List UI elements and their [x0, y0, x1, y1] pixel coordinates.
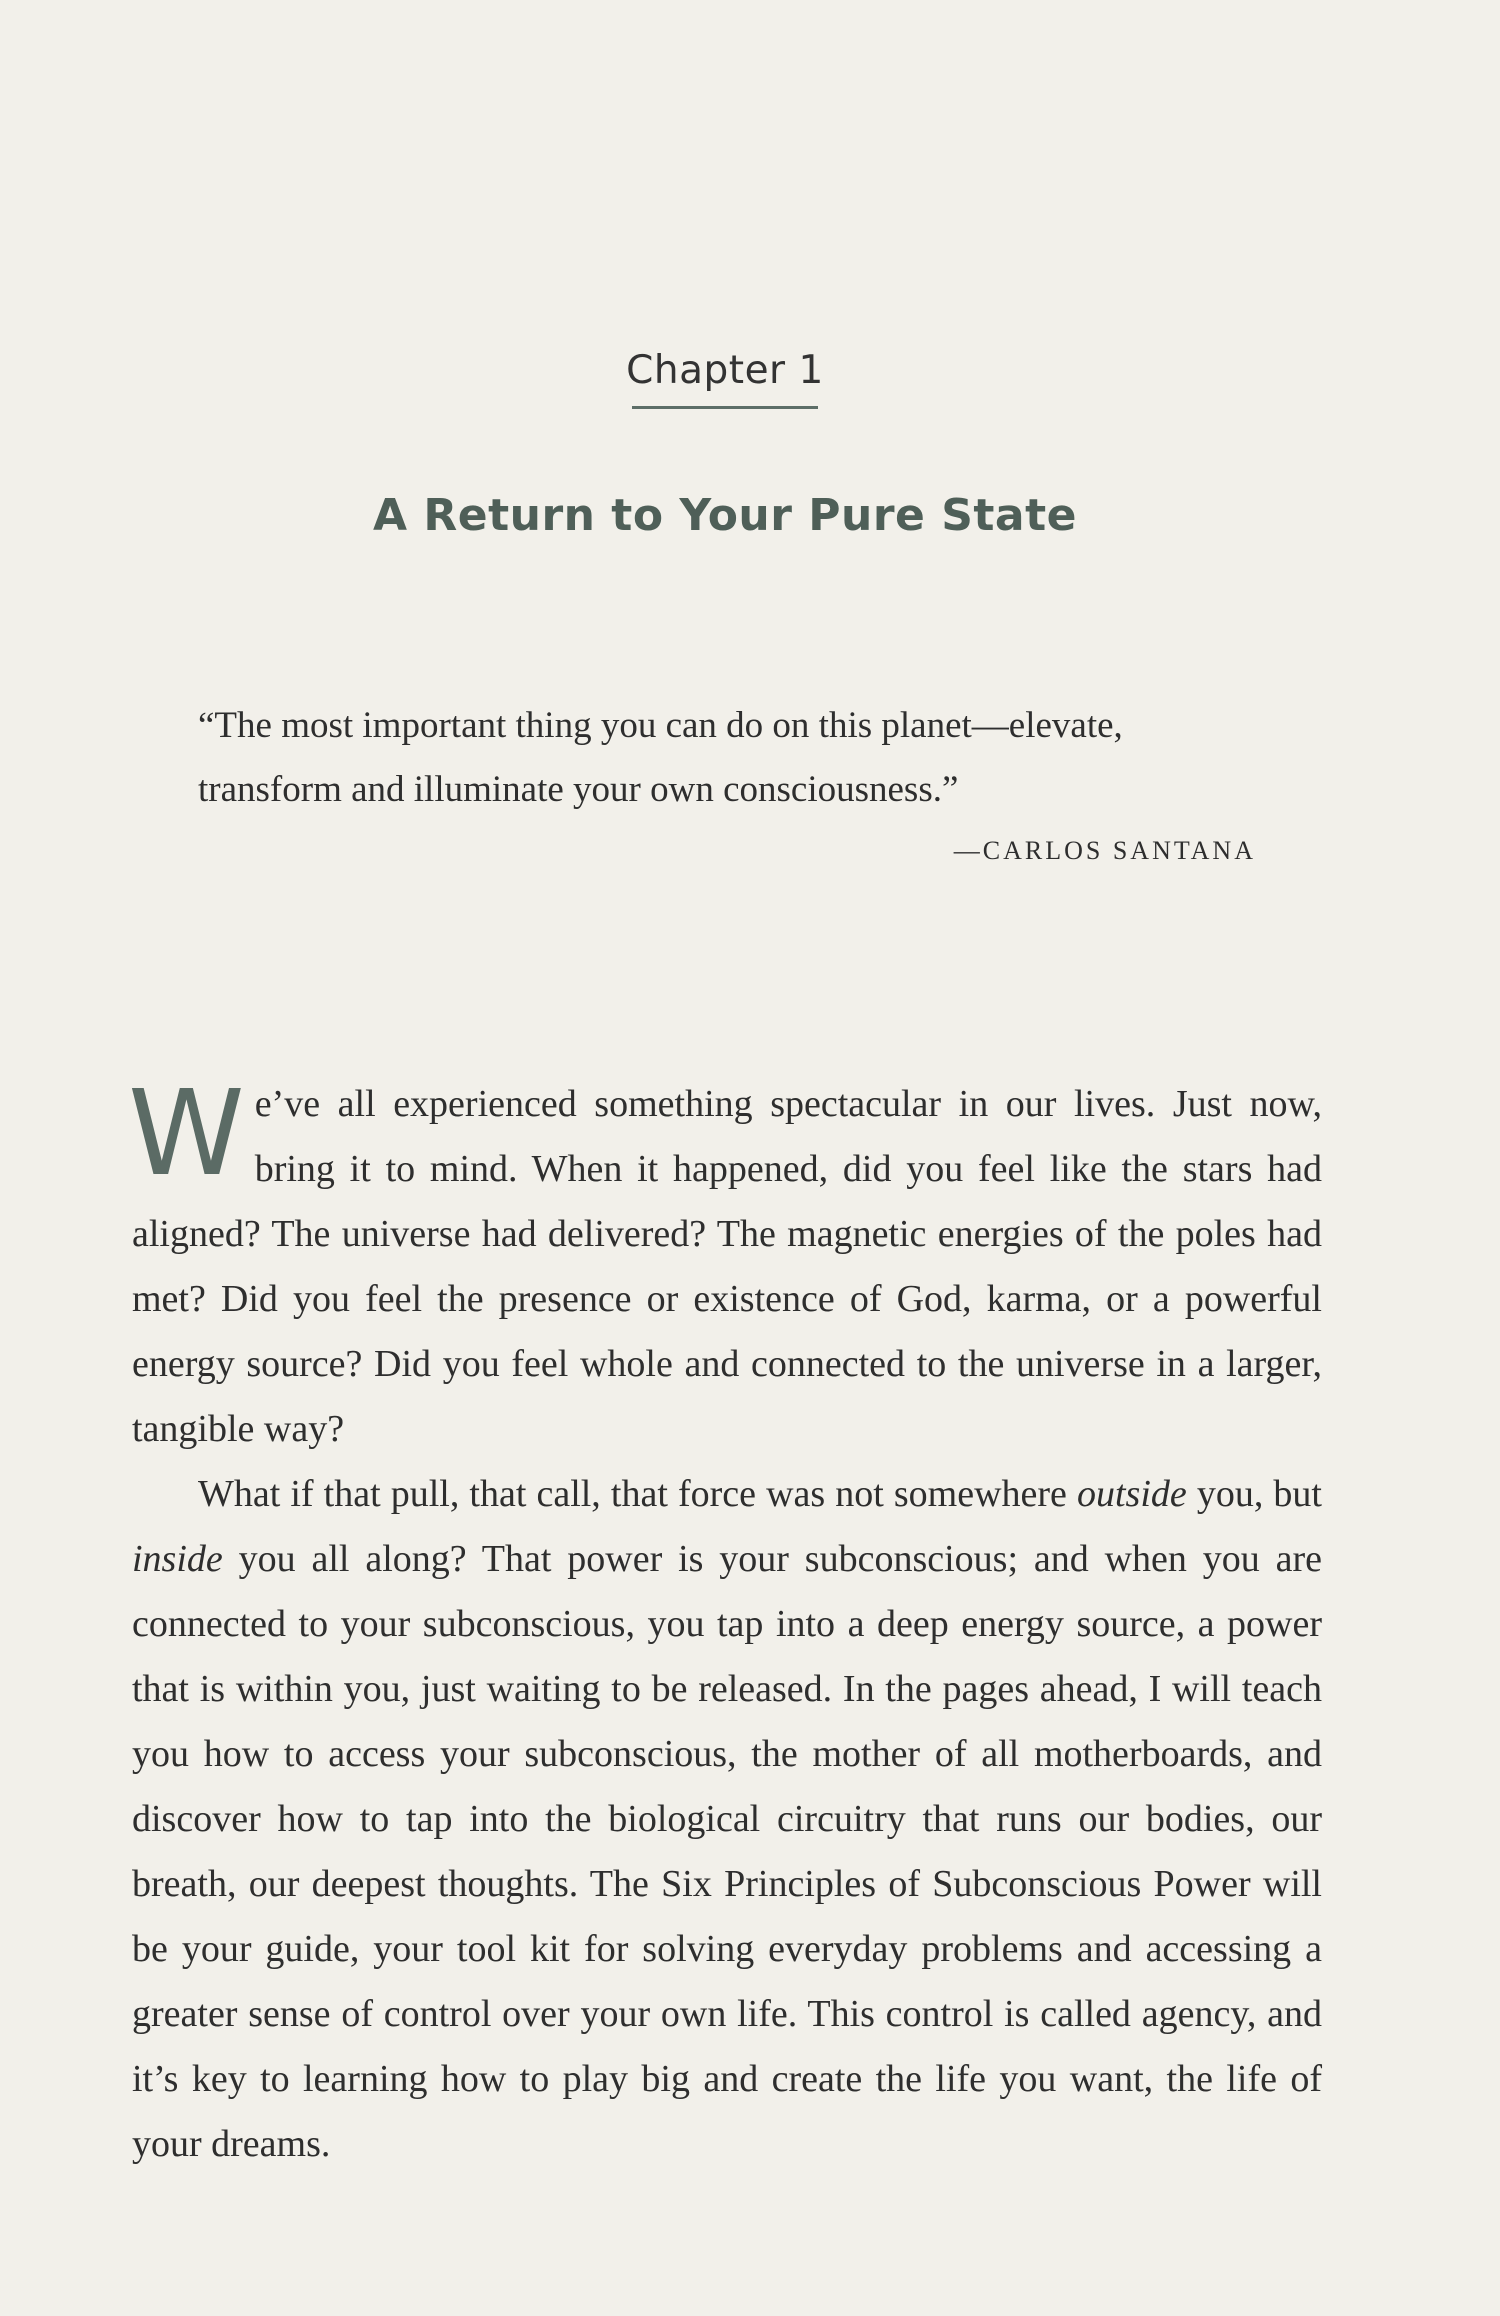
paragraph-2-text-a: What if that pull, that call, that force was not somewhere [198, 1473, 1077, 1515]
paragraph-2 [132, 1462, 1322, 2177]
emphasis-outside: outside [1077, 1473, 1187, 1515]
chapter-underline [632, 406, 818, 409]
chapter-body [128, 1064, 1322, 2177]
paragraph-2-text-c: you all along? That power is your subconscious; and when you are connected to your subconscious, you tap into a deep energy source, a power that is within you, just waiting to be released. In the pages ahead, I will teach you how to access your subconscious, the mother of all motherboards, and discover how to tap into the biological circuitry that runs our bodies, our breath, our deepest thoughts. The Six Principles of Subconscious Power will be your guide, your tool kit for solving everyday problems and accessing a greater sense of control over your own life. This control is called agency, and it’s key to learning how to play big and create the life you want, the life of your dreams. [132, 1538, 1322, 2165]
paragraph-1 [128, 1064, 1322, 1462]
emphasis-inside: inside [132, 1538, 223, 1580]
drop-cap: W [128, 1064, 245, 1202]
epigraph-quote: “The most important thing you can do on this planet—elevate, transform and illuminate your own consciousness.” [198, 705, 1123, 810]
paragraph-1-text: e’ve all experienced something spectacular in our lives. Just now, bring it to mind. When it happened, did you feel like the stars had aligned? The universe had delivered? The magnetic energies of the poles had met? Did you feel the presence or existence of God, karma, or a powerful energy source? Did you feel whole and connected to the universe in a larger, tangible way? [132, 1083, 1322, 1450]
paragraph-2-text-b: you, but [1186, 1473, 1322, 1515]
epigraph-attribution: —CARLOS SANTANA [953, 836, 1256, 865]
chapter-label: Chapter 1 [626, 348, 824, 393]
chapter-title: A Return to Your Pure State [373, 490, 1077, 541]
